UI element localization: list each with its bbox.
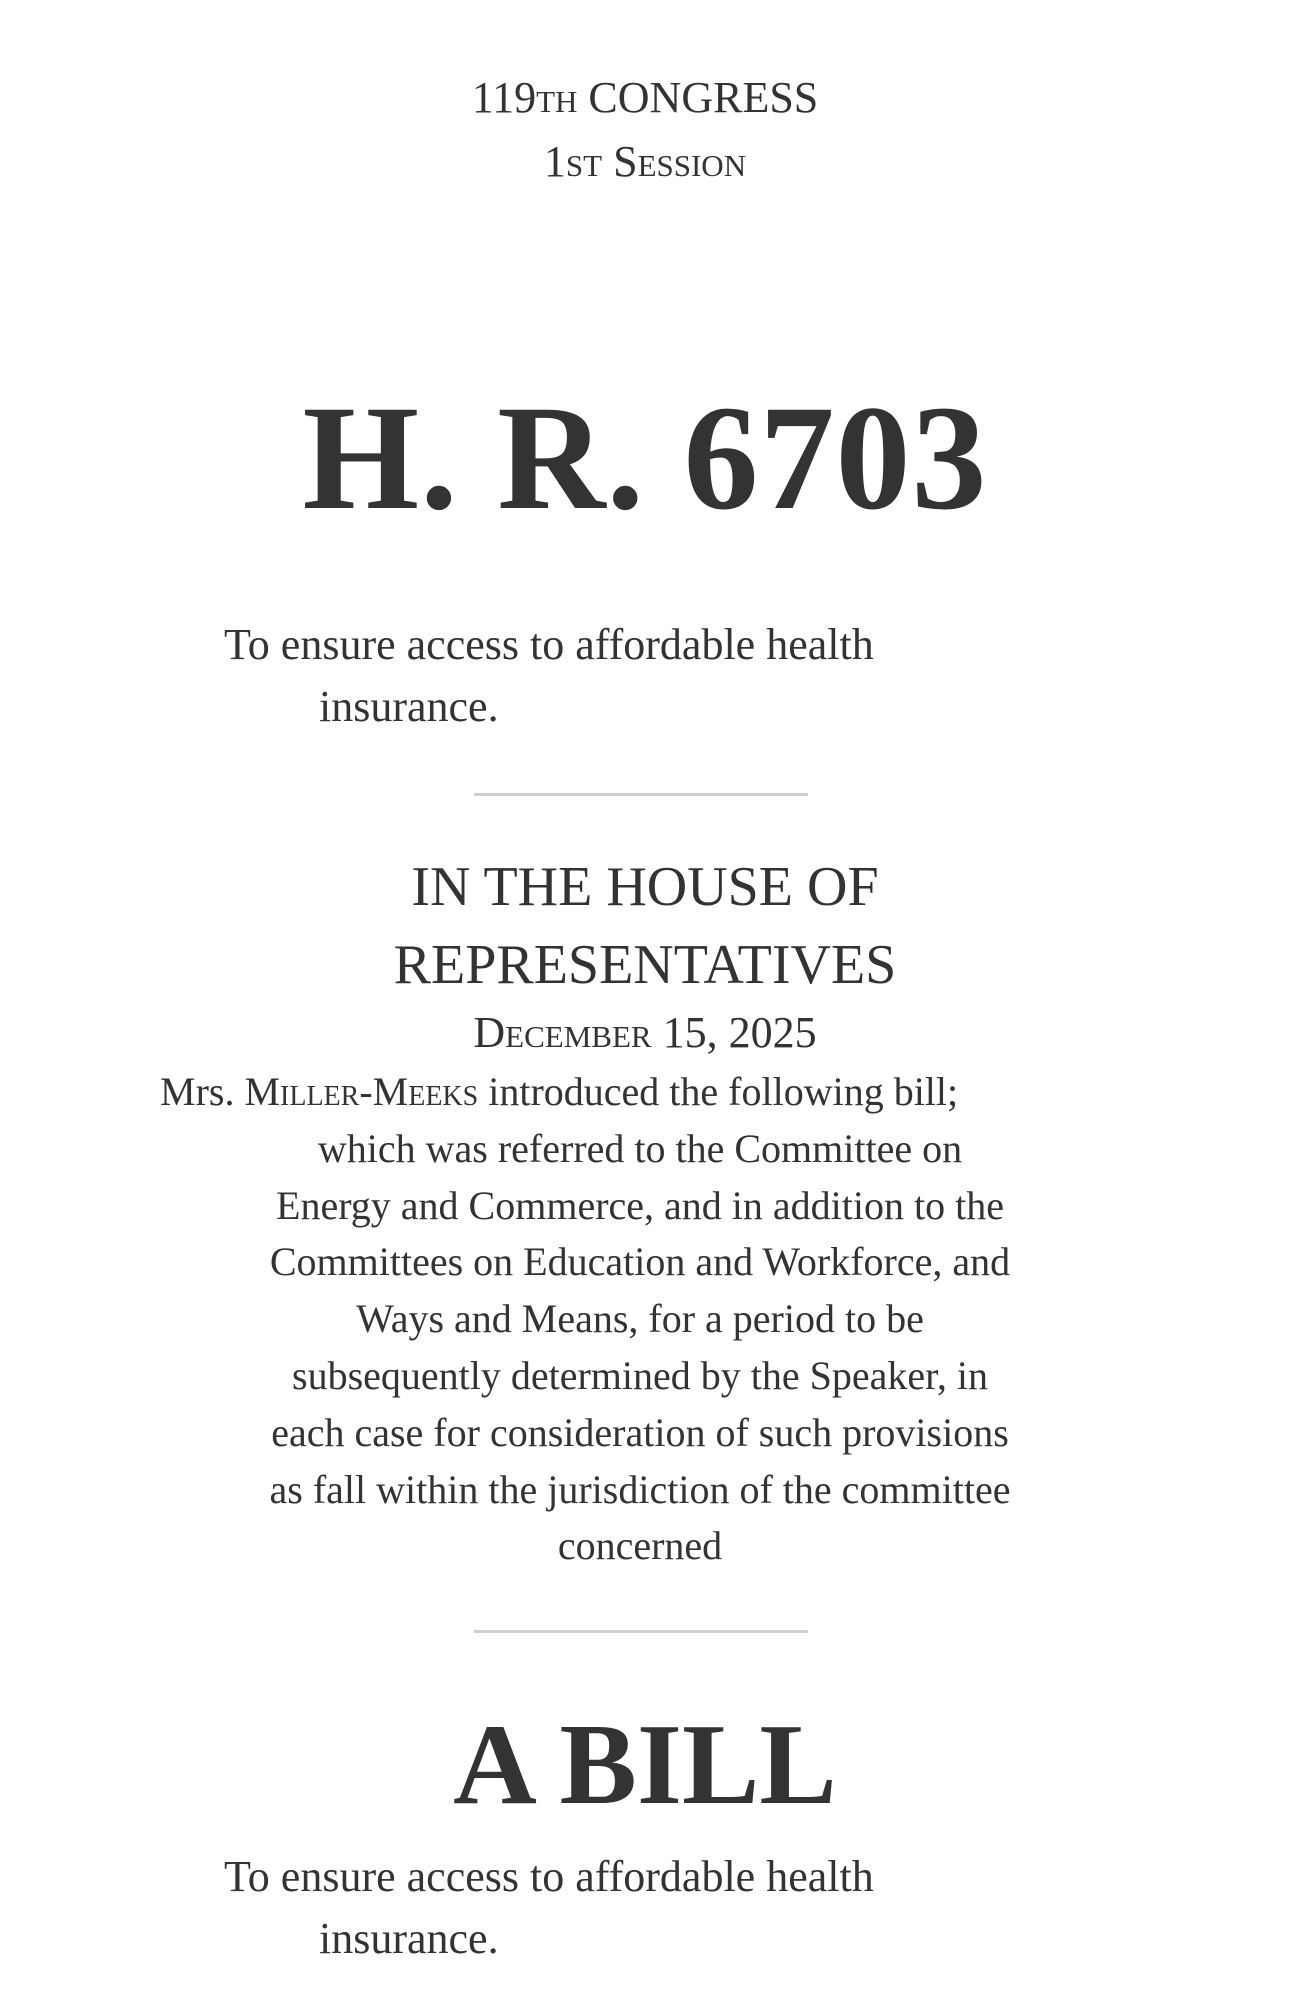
introduction-paragraph [160,1064,1120,1575]
a-bill-purpose-line-2: insurance. [319,1914,499,1963]
congress-word: CONGRESS [588,73,819,122]
chamber-heading [0,848,1290,1004]
sponsor-prefix: Mrs. [160,1069,235,1114]
introduction-line: each case for consideration of such provisions [271,1409,1009,1455]
congress-suffix: th [536,73,578,122]
session-suffix: st [565,137,603,186]
introduction-line: as fall within the jurisdiction of the committee [269,1466,1011,1512]
session-heading [0,136,1290,188]
introduction-line: concerned [557,1523,723,1569]
bill-purpose [224,614,984,738]
a-bill-purpose [224,1846,984,1970]
divider [474,1630,808,1633]
chamber-line-2: REPRESENTATIVES [393,934,897,996]
divider [474,793,808,796]
introduction-line: subsequently determined by the Speaker, in [292,1352,988,1398]
introduction-line: Committees on Education and Workforce, and [269,1239,1011,1285]
a-bill-purpose-line-1: To ensure access to affordable health [224,1852,874,1901]
congress-number: 119 [471,73,537,122]
introduction-line: which was referred to the Committee on [317,1125,963,1171]
introduction-line: Ways and Means, for a period to be [356,1296,924,1342]
bill-purpose-line-1: To ensure access to affordable health [224,620,874,669]
introduction-date: December 15, 2025 [473,1008,817,1057]
congress-heading [0,72,1290,124]
introduction-line: Energy and Commerce, and in addition to the [276,1182,1004,1228]
session-word: Session [613,137,747,186]
bill-purpose-line-2: insurance. [319,682,499,731]
introduction-line-rest: introduced the following bill; [488,1069,959,1114]
chamber-line-1: IN THE HOUSE OF [411,856,879,918]
bill-number: H. R. 6703 [302,375,988,541]
introduction-line [160,1064,1120,1121]
sponsor-name: Miller-Meeks [244,1069,479,1114]
a-bill-heading: A BILL [453,1701,837,1829]
session-number: 1 [543,137,566,186]
